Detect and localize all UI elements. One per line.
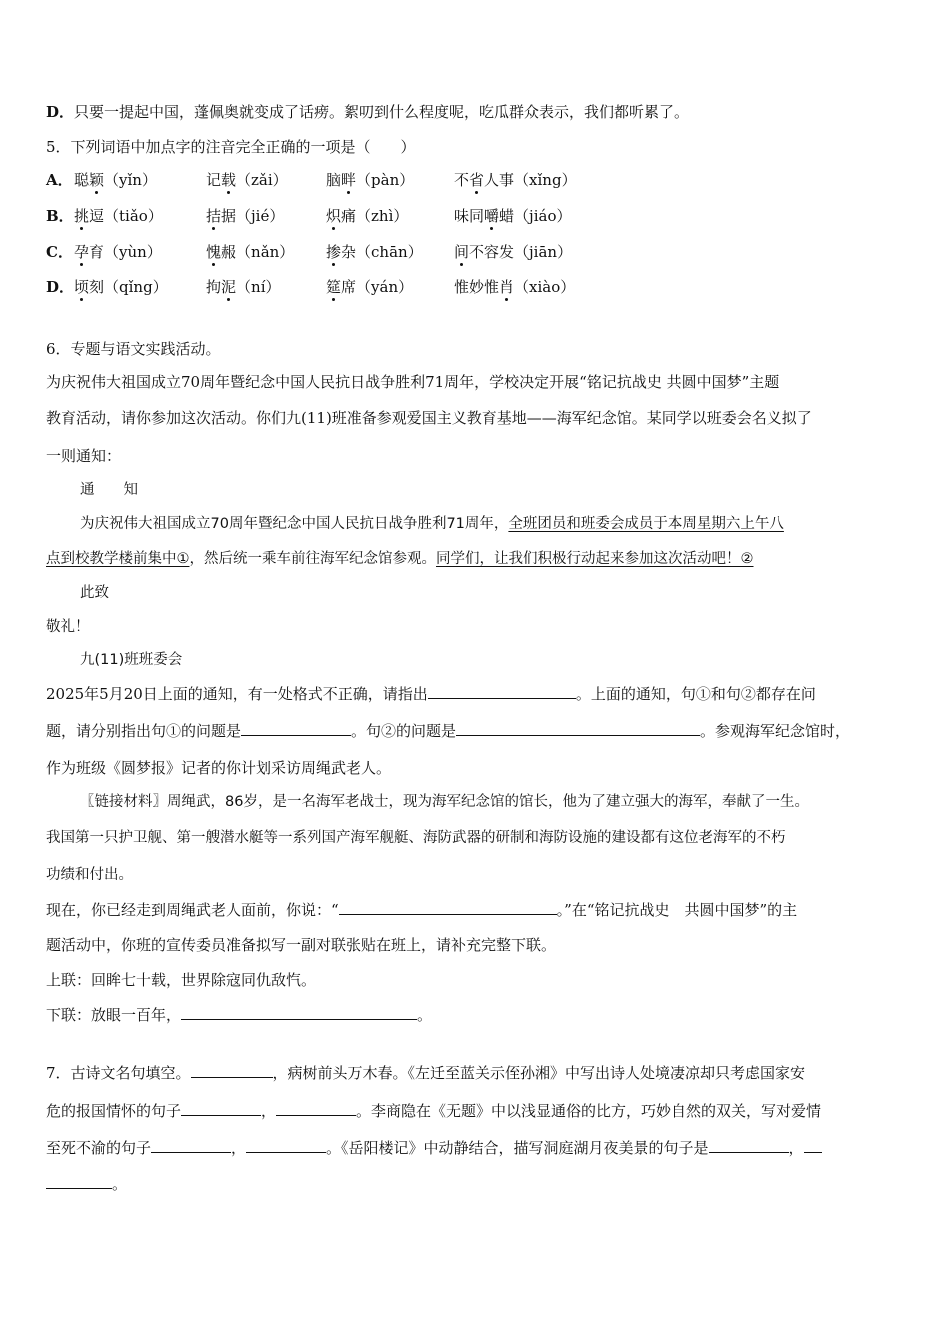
- question-text: 至死不渝的句子: [46, 1139, 152, 1157]
- dotted-char: 掺: [326, 243, 342, 261]
- dotted-char: 泥: [221, 278, 237, 296]
- pinyin: （jiáo）: [514, 207, 572, 225]
- dotted-char: 孕: [74, 243, 90, 261]
- q6-title: 6．专题与语文实践活动。: [46, 340, 221, 358]
- answer-blank[interactable]: [339, 899, 557, 915]
- word-part: 人事: [484, 171, 515, 189]
- dotted-char: 炽: [326, 207, 342, 225]
- question-text: 下联：放眼一百年，: [46, 1006, 182, 1024]
- option-label: D．: [46, 103, 75, 121]
- dotted-char: 省: [469, 171, 485, 189]
- dotted-char: 筵: [326, 278, 342, 296]
- notice-closing-1: 此致: [80, 585, 109, 601]
- dotted-char: 肖: [499, 278, 515, 296]
- word-item: [74, 206, 163, 226]
- question-text: 现在，你已经走到周绳武老人面前，你说：“: [46, 901, 339, 919]
- question-text: ，: [261, 1102, 277, 1120]
- q7-line: [46, 1062, 805, 1083]
- q5-stem: 5．下列词语中加点字的注音完全正确的一项是（ ）: [46, 138, 416, 156]
- answer-blank[interactable]: [151, 1137, 231, 1153]
- q6-question-line: [46, 899, 797, 920]
- q6-question-line: 作为班级《圆梦报》记者的你计划采访周绳武老人。: [46, 759, 392, 777]
- dotted-char: 颖: [89, 171, 105, 189]
- pinyin: （yǐn）: [104, 171, 157, 189]
- word-item: [206, 170, 288, 190]
- pinyin: （pàn）: [356, 171, 415, 189]
- option-label: D．: [46, 278, 75, 296]
- pinyin: （yùn）: [104, 243, 162, 261]
- question-text: 。《岳阳楼记》中动静结合，描写洞庭湖月夜美景的句子是: [326, 1139, 709, 1157]
- dotted-char: 愧: [206, 243, 222, 261]
- q6-intro-line: 教育活动，请你参加这次活动。你们九(11)班准备参观爱国主义教育基地——海军纪念馆。某同学以班委会名义拟了: [46, 409, 812, 427]
- answer-blank[interactable]: [181, 1004, 417, 1020]
- word-part: 不容发: [469, 243, 515, 261]
- q6-question-line: [46, 683, 816, 704]
- word-item: [454, 170, 577, 190]
- material-line: 功绩和付出。: [46, 867, 133, 883]
- notice-closing-2: 敬礼！: [46, 619, 90, 635]
- word-part: 据: [221, 207, 237, 225]
- q6-intro-line: 一则通知：: [46, 447, 122, 465]
- material-line: 我国第一只护卫舰、第一艘潜水艇等一系列国产海军舰艇、海防武器的研制和海防设施的建设都有这位老海军的不朽: [46, 830, 786, 846]
- word-item: [206, 242, 294, 262]
- word-item: [74, 170, 157, 190]
- notice-body-line-2: [46, 549, 754, 569]
- notice-signature: 九(11)班班委会: [80, 652, 183, 668]
- answer-blank[interactable]: [428, 683, 576, 699]
- word-part: 育: [89, 243, 105, 261]
- question-text: 。李商隐在《无题》中以浅显通俗的比方，巧妙自然的双关，写对爱情: [356, 1102, 822, 1120]
- pinyin: （qǐng）: [104, 278, 168, 296]
- word-item: [454, 242, 572, 262]
- word-part: 痛: [341, 207, 357, 225]
- notice-text: 为庆祝伟大祖国成立70周年暨纪念中国人民抗日战争胜利71周年，: [80, 516, 509, 532]
- dotted-char: 畔: [341, 171, 357, 189]
- pinyin: （jié）: [236, 207, 285, 225]
- word-item: [74, 277, 168, 297]
- word-part: 逗: [89, 207, 105, 225]
- question-text: 危的报国情怀的句子: [46, 1102, 182, 1120]
- word-item: [326, 170, 414, 190]
- question-text: 。上面的通知，句①和句②都存在问: [575, 685, 816, 703]
- answer-blank[interactable]: [709, 1137, 789, 1153]
- q7-line: [46, 1137, 822, 1158]
- q6-question-line: [46, 720, 850, 741]
- question-text: 。: [417, 1006, 433, 1024]
- question-text: ，: [231, 1139, 247, 1157]
- notice-text: ，然后统一乘车前往海军纪念馆参观。: [189, 551, 436, 567]
- question-text: 7．古诗文名句填空。: [46, 1064, 191, 1082]
- word-item: [206, 206, 284, 226]
- dotted-char: 间: [454, 243, 470, 261]
- notice-body-line-1: [80, 514, 784, 534]
- question-text: 。”在“铭记抗战史 共圆中国梦”的主: [556, 901, 798, 919]
- answer-blank[interactable]: [276, 1100, 356, 1116]
- word-item: [326, 277, 413, 297]
- word-part: 赧: [221, 243, 237, 261]
- pinyin: （nǎn）: [236, 243, 295, 261]
- question-text: 。: [112, 1175, 128, 1193]
- question-text: ，病树前头万木春。《左迁至蓝关示侄孙湘》中写出诗人处境凄凉却只考虑国家安: [272, 1064, 806, 1082]
- pinyin: （chān）: [356, 243, 423, 261]
- pinyin: （zhì）: [356, 207, 409, 225]
- option-text: 只要一提起中国，蓬佩奥就变成了话痨。絮叨到什么程度呢，吃瓜群众表示，我们都听累了。: [74, 103, 690, 121]
- word-part: 拘: [206, 278, 222, 296]
- option-label: A．: [46, 171, 73, 189]
- pinyin: （xiào）: [514, 278, 576, 296]
- pinyin: （zǎi）: [236, 171, 288, 189]
- answer-blank[interactable]: [456, 720, 700, 736]
- question-text: ，: [788, 1139, 804, 1157]
- word-item: [206, 277, 281, 297]
- pinyin: （xǐng）: [514, 171, 577, 189]
- answer-blank[interactable]: [46, 1173, 112, 1189]
- word-part: 刻: [89, 278, 105, 296]
- question-text: 题，请分别指出句①的问题是: [46, 722, 242, 740]
- answer-blank[interactable]: [191, 1062, 273, 1078]
- word-part: 不: [454, 171, 470, 189]
- word-part: 蜡: [499, 207, 515, 225]
- notice-sentence-1-end: 点到校教学楼前集中①: [46, 551, 190, 567]
- q7-line: [46, 1173, 127, 1194]
- couplet-upper: 上联：回眸七十载，世界除寇同仇敌忾。: [46, 971, 317, 989]
- word-part: 记: [206, 171, 222, 189]
- notice-sentence-1: 全班团员和班委会成员于本周星期六上午八: [508, 516, 784, 532]
- word-part: 味同: [454, 207, 485, 225]
- answer-blank[interactable]: [246, 1137, 326, 1153]
- word-item: [326, 242, 423, 262]
- pinyin: （yán）: [356, 278, 414, 296]
- notice-sentence-2: 同学们，让我们积极行动起来参加这次活动吧！②: [436, 551, 754, 567]
- notice-heading: 通 知: [80, 482, 138, 498]
- q6-intro-line: 为庆祝伟大祖国成立70周年暨纪念中国人民抗日战争胜利71周年，学校决定开展“铭记抗战史 共圆中国梦”主题: [46, 373, 780, 391]
- pinyin: （ní）: [236, 278, 281, 296]
- pinyin: （jiān）: [514, 243, 573, 261]
- answer-blank[interactable]: [241, 720, 351, 736]
- answer-blank[interactable]: [804, 1137, 822, 1153]
- word-part: 惟妙惟: [454, 278, 500, 296]
- pinyin: （tiǎo）: [104, 207, 163, 225]
- dotted-char: 挑: [74, 207, 90, 225]
- question-text: 。参观海军纪念馆时，: [700, 722, 851, 740]
- question-text: 。句②的问题是: [351, 722, 457, 740]
- dotted-char: 拮: [206, 207, 222, 225]
- answer-blank[interactable]: [181, 1100, 261, 1116]
- word-part: 聪: [74, 171, 90, 189]
- word-part: 杂: [341, 243, 357, 261]
- dotted-char: 嚼: [484, 207, 500, 225]
- q4-option-d: [46, 102, 689, 122]
- word-part: 席: [341, 278, 357, 296]
- option-label: B．: [46, 207, 74, 225]
- question-text: 2025年5月20日上面的通知，有一处格式不正确，请指出: [46, 685, 428, 703]
- word-item: [454, 206, 571, 226]
- word-item: [74, 242, 162, 262]
- word-item: [326, 206, 408, 226]
- option-label: C．: [46, 243, 73, 261]
- couplet-lower: [46, 1004, 432, 1025]
- q6-question-line: 题活动中，你班的宣传委员准备拟写一副对联张贴在班上，请补充完整下联。: [46, 936, 557, 954]
- dotted-char: 载: [221, 171, 237, 189]
- dotted-char: 顷: [74, 278, 90, 296]
- word-item: [454, 277, 575, 297]
- material-line: 〖链接材料〗周绳武，86岁，是一名海军老战士，现为海军纪念馆的馆长，他为了建立强大的海军，奉献了一生。: [80, 794, 809, 810]
- q7-line: [46, 1100, 821, 1121]
- word-part: 脑: [326, 171, 342, 189]
